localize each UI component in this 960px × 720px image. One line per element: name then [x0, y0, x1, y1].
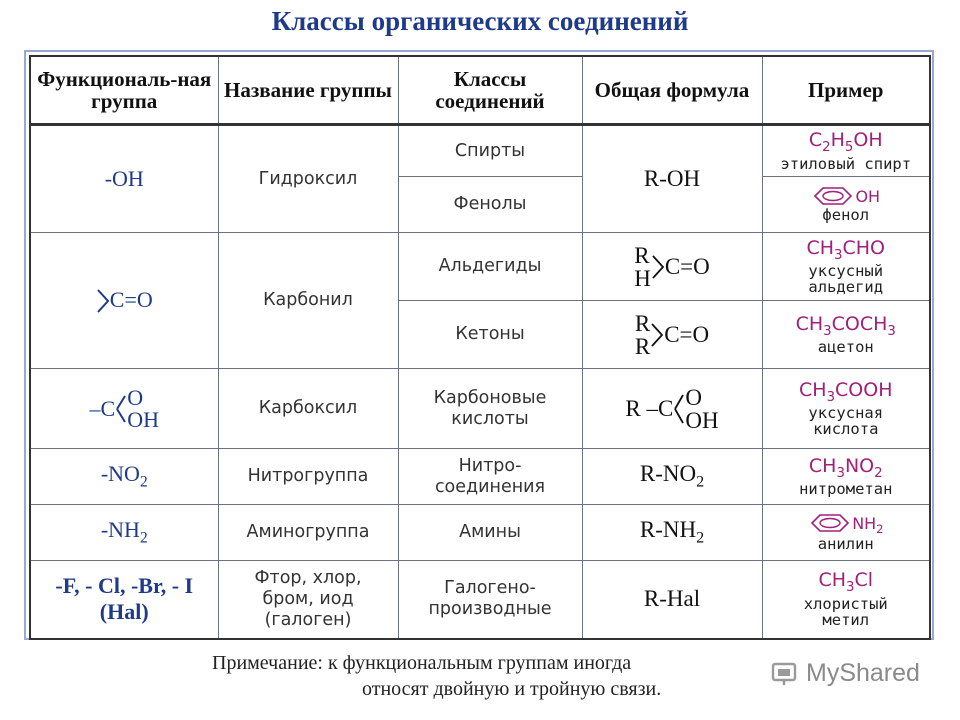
- class-alcohols: Спирты: [398, 125, 582, 177]
- group-halogen: -F, - Cl, -Br, - I (Hal): [30, 561, 218, 639]
- formula-nitro: $R-NO_2$: [582, 449, 762, 505]
- group-amino: $-NH_2$: [30, 505, 218, 561]
- group-carboxyl: –C O OH: [30, 369, 218, 449]
- bond-bracket-icon: [96, 288, 110, 314]
- class-halogen-derivatives: Галогено- производные: [398, 561, 582, 639]
- group-nitro: $-NO_2$: [30, 449, 218, 505]
- header-formula: Общая формула: [582, 56, 762, 125]
- example-aniline: $NH_2$ анилин: [762, 505, 930, 561]
- myshared-logo-icon: [770, 658, 800, 688]
- table-row: [30, 561, 930, 639]
- formula-halogen: R-Hal: [582, 561, 762, 639]
- example-ethanol: [762, 125, 930, 177]
- name-nitro: Нитрогруппа: [218, 449, 398, 505]
- table-row: [30, 369, 930, 449]
- ethanol-formula: $C_2H_5OH$: [808, 129, 883, 155]
- group-hydroxyl: -OH: [30, 125, 218, 233]
- name-carboxyl: Карбоксил: [218, 369, 398, 449]
- benzene-ring-icon: [811, 186, 855, 206]
- group-carbonyl: C=O: [30, 233, 218, 369]
- example-acetone: $CH_3COCH_3$ ацетон: [762, 301, 930, 369]
- footnote-line-1: Примечание: к функциональным группам иногда: [212, 652, 632, 674]
- page-title: Классы органических соединений: [271, 6, 689, 36]
- formula-ketone: R R C=O: [582, 301, 762, 369]
- phenol-name: фенол: [822, 205, 870, 224]
- class-carboxylic-acids: Карбоновые кислоты: [398, 369, 582, 449]
- class-amines: Амины: [398, 505, 582, 561]
- example-phenol: [762, 177, 930, 233]
- example-acetaldehyde: $CH_3CHO$ уксусный альдегид: [762, 233, 930, 301]
- name-halogen: Фтор, хлор, бром, иод (галоген): [218, 561, 398, 639]
- bond-bracket-icon: [115, 392, 127, 426]
- header-row: [30, 56, 930, 125]
- bond-bracket-icon: [651, 252, 665, 282]
- compound-classes-table: [29, 55, 931, 640]
- header-name: Название группы: [218, 56, 398, 125]
- class-nitro-compounds: Нитро- соединения: [398, 449, 582, 505]
- table-row: [30, 449, 930, 505]
- example-methyl-chloride: $CH_3Cl$ хлористый метил: [762, 561, 930, 639]
- header-example: Пример: [762, 56, 930, 125]
- table-row: [30, 125, 930, 177]
- header-group: Функциональ-ная группа: [30, 56, 218, 125]
- formula-aldehyde: R H C=O: [582, 233, 762, 301]
- header-classes: Классы соединений: [398, 56, 582, 125]
- name-amino: Аминогруппа: [218, 505, 398, 561]
- formula-carboxyl: R –C O OH: [582, 369, 762, 449]
- bond-bracket-icon: [673, 391, 685, 427]
- footnote-line-2: относят двойную и тройную связи.: [362, 678, 662, 700]
- bond-bracket-icon: [650, 320, 664, 350]
- watermark-text: MyShared: [806, 658, 920, 687]
- name-carbonyl: Карбонил: [218, 233, 398, 369]
- example-nitromethane: $CH_3NO_2$ нитрометан: [762, 449, 930, 505]
- footnote: [212, 650, 772, 702]
- class-ketones: Кетоны: [398, 301, 582, 369]
- ethanol-name: этиловый спирт: [780, 154, 912, 173]
- benzene-ring-icon: [808, 513, 852, 533]
- class-phenols: Фенолы: [398, 177, 582, 233]
- formula-hydroxyl: R-OH: [582, 125, 762, 233]
- phenol-oh-label: OH: [855, 186, 881, 206]
- formula-amino: $R-NH_2$: [582, 505, 762, 561]
- class-aldehydes: Альдегиды: [398, 233, 582, 301]
- table-row: [30, 233, 930, 301]
- name-hydroxyl: Гидроксил: [218, 125, 398, 233]
- table-row: [30, 505, 930, 561]
- watermark-logo: [770, 656, 920, 690]
- example-acetic-acid: $CH_3COOH$ уксусная кислота: [762, 369, 930, 449]
